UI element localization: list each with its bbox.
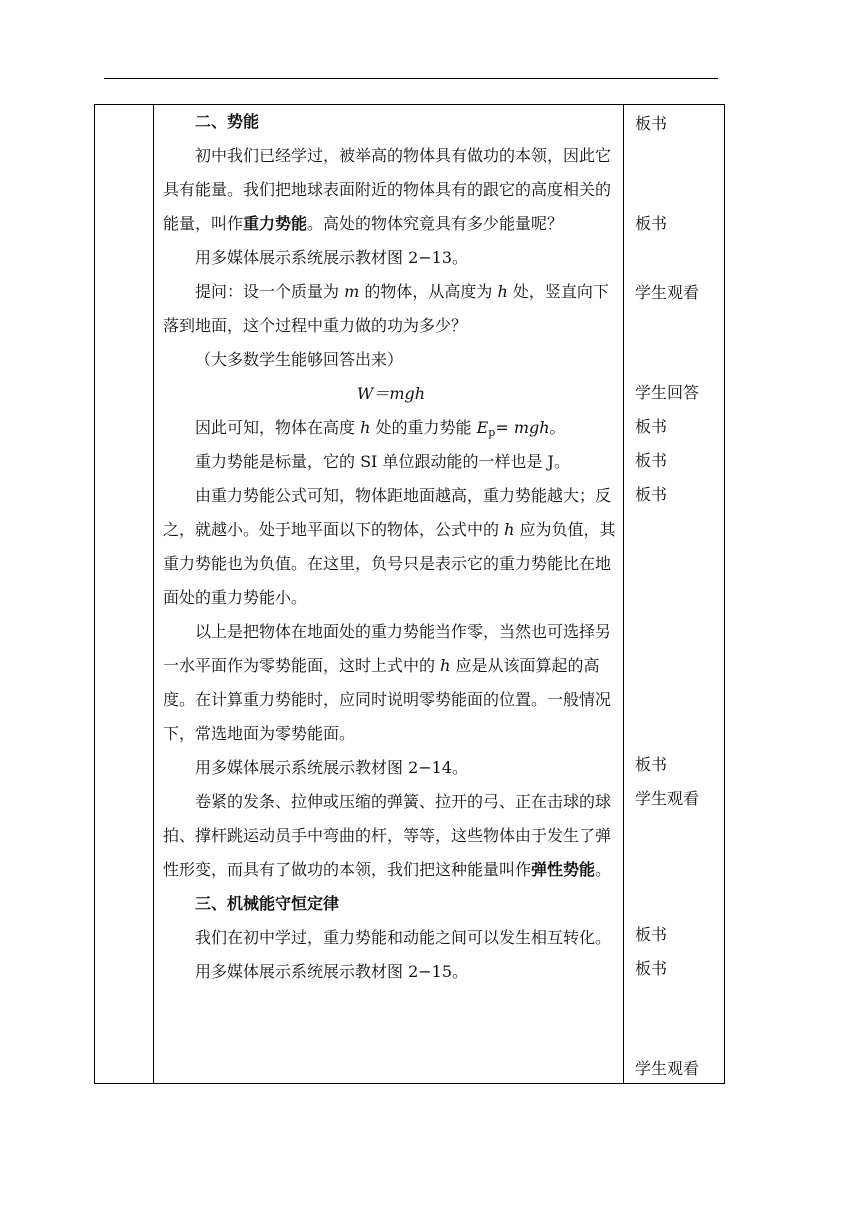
section-heading-potential-energy: 二、势能 bbox=[195, 112, 260, 131]
paragraph-scalar-unit: 重力势能是标量，它的 SI 单位跟动能的一样也是 J。 bbox=[195, 452, 570, 471]
paragraph-elastic-potential: 卷紧的发条、拉伸或压缩的弹簧、拉开的弓、正在击球的球拍、撑杆跳运动员手中弯曲的杆，等等，这些物体由于发生了弹性形变，而具有了做功的本领，我们把这种能量叫作弹性势能。 bbox=[163, 792, 612, 879]
side-note: 板书 bbox=[635, 417, 668, 436]
side-note: 板书 bbox=[635, 114, 668, 133]
column-divider-left bbox=[153, 105, 154, 1083]
paragraph-show-figure-2-14: 用多媒体展示系统展示教材图 2−14。 bbox=[195, 758, 469, 777]
side-note: 板书 bbox=[635, 755, 668, 774]
side-note: 学生观看 bbox=[635, 283, 700, 302]
side-note: 板书 bbox=[635, 925, 668, 944]
formula-work: W＝mgh bbox=[356, 384, 426, 403]
paragraph-question: 提问：设一个质量为 m 的物体，从高度为 h 处，竖直向下落到地面，这个过程中重力做的功为多少？ bbox=[163, 282, 609, 335]
side-note: 板书 bbox=[635, 451, 668, 470]
paragraph-reference-plane: 以上是把物体在地面处的重力势能当作零，当然也可选择另一水平面作为零势能面，这时上式中的 h 应是从该面算起的高度。在计算重力势能时，应同时说明零势能面的位置。一般情况下，常选地面为零势能面。 bbox=[163, 622, 612, 743]
section-heading-conservation: 三、机械能守恒定律 bbox=[195, 894, 340, 913]
column-divider-right bbox=[623, 105, 624, 1083]
side-note: 板书 bbox=[635, 959, 668, 978]
teaching-content bbox=[163, 105, 619, 989]
header-rule bbox=[104, 78, 718, 79]
side-note: 学生观看 bbox=[635, 789, 700, 808]
side-note: 学生观看 bbox=[635, 1059, 700, 1078]
paragraph-potential-energy-formula: 因此可知，物体在高度 h 处的重力势能 $E_p=$ mgh。 bbox=[195, 418, 566, 439]
side-note: 学生回答 bbox=[635, 383, 700, 402]
paragraph-gravitational-potential-intro: 初中我们已经学过，被举高的物体具有做功的本领，因此它具有能量。我们把地球表面附近的物体具有的跟它的高度相关的能量，叫作重力势能。高处的物体究竟具有多少能量呢？ bbox=[163, 146, 612, 233]
paragraph-show-figure-2-15: 用多媒体展示系统展示教材图 2−15。 bbox=[195, 962, 469, 981]
paragraph-height-sign: 由重力势能公式可知，物体距地面越高，重力势能越大；反之，就越小。处于地平面以下的物体，公式中的 h 应为负值，其重力势能也为负值。在这里，负号只是表示它的重力势能比在地面处的重力势能小。 bbox=[163, 486, 616, 607]
paragraph-show-figure-2-13: 用多媒体展示系统展示教材图 2−13。 bbox=[195, 248, 469, 267]
side-note: 板书 bbox=[635, 214, 668, 233]
paragraph-conversion: 我们在初中学过，重力势能和动能之间可以发生相互转化。 bbox=[195, 928, 612, 947]
lesson-table bbox=[94, 104, 725, 1084]
paragraph-students-answer: （大多数学生能够回答出来） bbox=[195, 350, 404, 369]
side-note: 板书 bbox=[635, 485, 668, 504]
